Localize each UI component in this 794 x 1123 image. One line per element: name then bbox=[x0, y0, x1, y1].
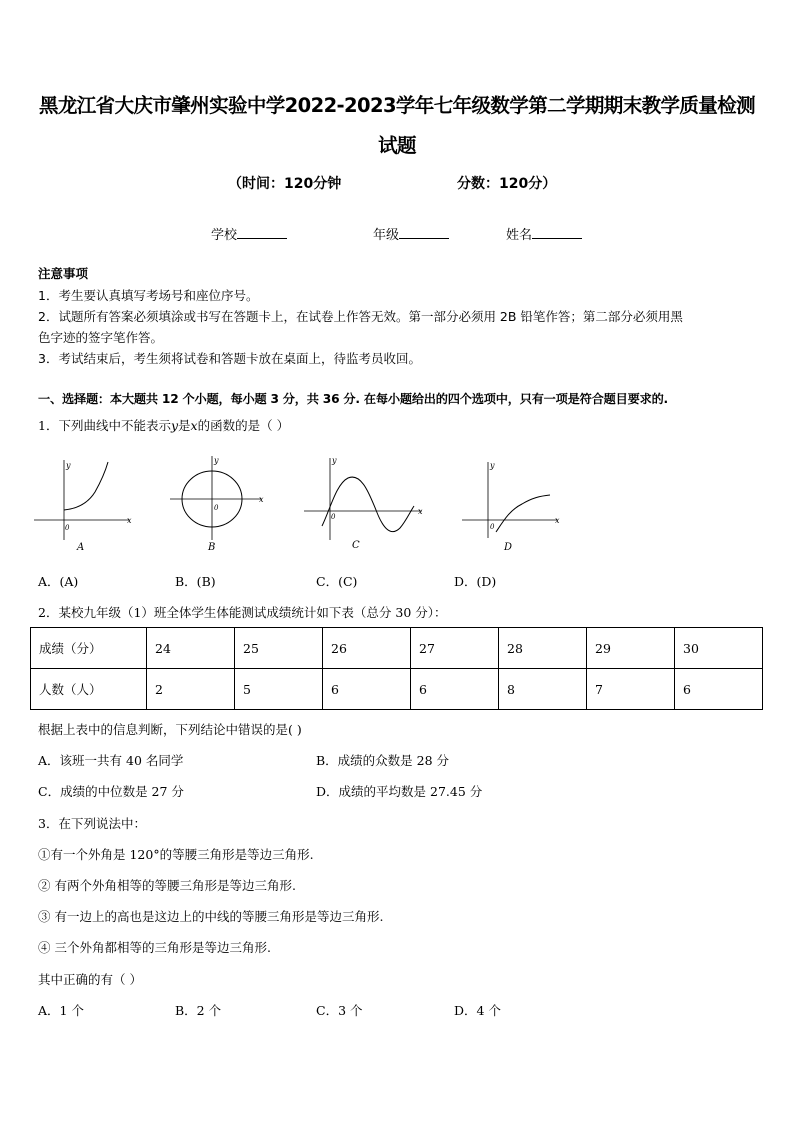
table-cell: 26 bbox=[323, 628, 411, 669]
q1-graphs bbox=[30, 448, 570, 560]
q1-stem bbox=[38, 416, 289, 434]
exam-time: （时间：120分钟 bbox=[228, 176, 342, 192]
name-label: 姓名 bbox=[506, 228, 533, 243]
q3-question: 其中正确的有（ ） bbox=[38, 972, 142, 987]
q3-item-2: ② 有两个外角相等的等腰三角形是等边三角形. bbox=[38, 878, 296, 893]
table-row-counts bbox=[31, 669, 763, 710]
graph-a-origin: 0 bbox=[65, 524, 70, 532]
graph-b-x-label: x bbox=[259, 495, 264, 504]
graph-c-x-label: x bbox=[418, 507, 423, 516]
q2-option-a: A．该班一共有 40 名同学 bbox=[38, 753, 184, 768]
table-cell: 成绩（分） bbox=[31, 628, 147, 669]
graph-a-y-label: y bbox=[66, 461, 71, 470]
graph-a-curve bbox=[64, 462, 108, 510]
graph-c-curve bbox=[322, 477, 414, 532]
graph-a bbox=[34, 460, 132, 553]
q1-stem-mid: 是 bbox=[178, 418, 191, 433]
q3-stem: 3．在下列说法中： bbox=[38, 816, 146, 831]
table-cell: 2 bbox=[147, 669, 235, 710]
table-cell: 6 bbox=[675, 669, 763, 710]
q1-option-b: B．(B) bbox=[175, 574, 216, 589]
graph-d-y-label: y bbox=[490, 461, 495, 470]
notes-item-2-cont: 色字迹的签字笔作答。 bbox=[38, 330, 164, 345]
table-cell: 5 bbox=[235, 669, 323, 710]
q1-var-x: x bbox=[190, 418, 198, 433]
q1-var-y: y bbox=[170, 418, 179, 433]
table-cell: 24 bbox=[147, 628, 235, 669]
graph-b-y-label: y bbox=[214, 456, 219, 465]
graph-c-y-label: y bbox=[332, 456, 337, 465]
table-cell: 7 bbox=[587, 669, 675, 710]
q3-item-4: ④ 三个外角都相等的三角形是等边三角形. bbox=[38, 940, 271, 955]
q2-stem: 2．某校九年级（1）班全体学生体能测试成绩统计如下表（总分 30 分）： bbox=[38, 605, 447, 620]
graph-d bbox=[462, 461, 560, 553]
exam-title-line1: 黑龙江省大庆市肇州实验中学2022-2023学年七年级数学第二学期期末教学质量检测 bbox=[38, 94, 756, 117]
table-cell: 人数（人） bbox=[31, 669, 147, 710]
notes-item-1: 1．考生要认真填写考场号和座位序号。 bbox=[38, 288, 259, 303]
q1-option-a: A．(A) bbox=[38, 574, 79, 589]
q3-option-a: A．1 个 bbox=[38, 1003, 84, 1018]
q3-option-c: C．3 个 bbox=[316, 1003, 363, 1018]
school-blank[interactable] bbox=[237, 226, 287, 239]
name-blank[interactable] bbox=[532, 226, 582, 239]
q3-item-1: ①有一个外角是 120°的等腰三角形是等边三角形. bbox=[38, 847, 314, 862]
q2-option-b: B．成绩的众数是 28 分 bbox=[316, 753, 450, 768]
score-table bbox=[30, 627, 763, 710]
table-cell: 8 bbox=[499, 669, 587, 710]
graph-c bbox=[304, 456, 423, 551]
table-cell: 6 bbox=[411, 669, 499, 710]
q1-stem-suffix: 的函数的是（ ） bbox=[197, 418, 290, 433]
q3-option-d: D．4 个 bbox=[454, 1003, 501, 1018]
graph-c-origin: 0 bbox=[331, 513, 336, 521]
q3-item-3: ③ 有一边上的高也是这边上的中线的等腰三角形是等边三角形. bbox=[38, 909, 384, 924]
section-heading: 一、选择题：本大题共 12 个小题，每小题 3 分，共 36 分. 在每小题给出的四个选项中，只有一项是符合题目要求的. bbox=[38, 392, 668, 406]
graph-b-caption: B bbox=[208, 542, 216, 553]
table-cell: 27 bbox=[411, 628, 499, 669]
q3-option-b: B．2 个 bbox=[175, 1003, 222, 1018]
name-field[interactable] bbox=[506, 224, 582, 243]
grade-blank[interactable] bbox=[399, 226, 449, 239]
q1-stem-prefix: 1．下列曲线中不能表示 bbox=[38, 418, 171, 433]
graph-c-caption: C bbox=[352, 540, 360, 551]
graph-d-curve bbox=[496, 495, 550, 532]
q2-question: 根据上表中的信息判断，下列结论中错误的是( ) bbox=[38, 722, 302, 737]
q1-option-c: C．(C) bbox=[316, 574, 358, 589]
notes-item-2: 2．试题所有答案必须填涂或书写在答题卡上，在试卷上作答无效。第一部分必须用 2B 铅笔作答；第二部分必须用黑 bbox=[38, 309, 683, 324]
table-row-scores bbox=[31, 628, 763, 669]
exam-score: 分数：120分） bbox=[457, 176, 557, 192]
table-cell: 25 bbox=[235, 628, 323, 669]
grade-field[interactable] bbox=[373, 224, 449, 243]
graph-b bbox=[170, 456, 264, 553]
q2-option-d: D．成绩的平均数是 27.45 分 bbox=[316, 784, 483, 799]
table-cell: 29 bbox=[587, 628, 675, 669]
notes-heading: 注意事项 bbox=[38, 266, 89, 281]
q1-option-d: D．(D) bbox=[454, 574, 497, 589]
graph-d-x-label: x bbox=[555, 516, 560, 525]
graph-a-x-label: x bbox=[127, 516, 132, 525]
notes-item-3: 3．考试结束后，考生须将试卷和答题卡放在桌面上，待监考员收回。 bbox=[38, 351, 421, 366]
table-cell: 30 bbox=[675, 628, 763, 669]
school-field[interactable] bbox=[211, 224, 287, 243]
table-cell: 6 bbox=[323, 669, 411, 710]
school-label: 学校 bbox=[211, 228, 238, 243]
graph-d-caption: D bbox=[504, 542, 513, 553]
graph-a-caption: A bbox=[77, 542, 85, 553]
graph-d-origin: 0 bbox=[490, 523, 495, 531]
q2-option-c: C．成绩的中位数是 27 分 bbox=[38, 784, 184, 799]
graph-b-origin: 0 bbox=[214, 504, 219, 512]
table-cell: 28 bbox=[499, 628, 587, 669]
exam-title-line2: 试题 bbox=[378, 134, 416, 157]
grade-label: 年级 bbox=[373, 228, 400, 243]
